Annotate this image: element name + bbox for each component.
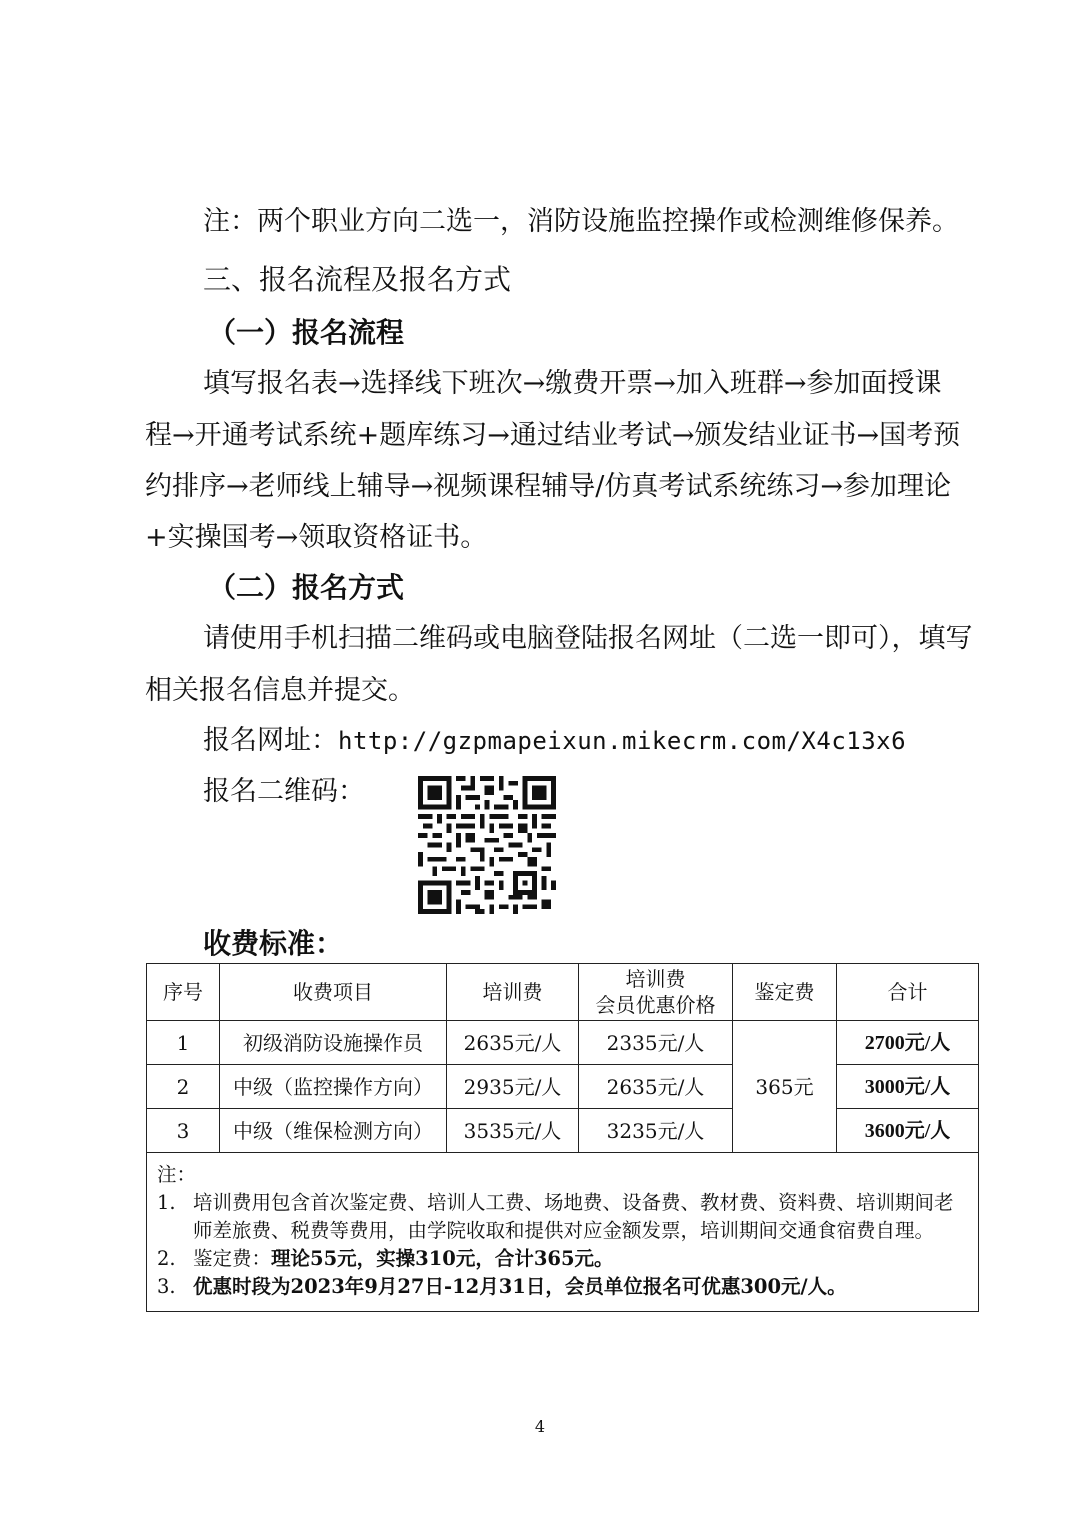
- table-header-row: [147, 964, 979, 1021]
- subsection-2-title: （二）报名方式: [208, 571, 405, 604]
- header-member-line-2: 会员优惠价格: [595, 993, 716, 1017]
- notes-cell: [147, 1153, 979, 1312]
- appraisal-fee-cell: 365元: [733, 1021, 837, 1153]
- table-row: [147, 1109, 979, 1153]
- section-3-title: 三、报名流程及报名方式: [203, 263, 512, 296]
- row-fee: 2635元/人: [447, 1021, 579, 1065]
- note-top: 注：两个职业方向二选一，消防设施监控操作或检测维修保养。: [203, 206, 959, 237]
- row-item: 中级（监控操作方向）: [220, 1065, 447, 1109]
- note-bold-text: 优惠时段为2023年9月27日-12月31日，会员单位报名可优惠300元/人。: [193, 1275, 847, 1298]
- note-number: 1.: [157, 1191, 176, 1214]
- row-no: 3: [147, 1109, 220, 1153]
- row-no: 2: [147, 1065, 220, 1109]
- method-line-1: 请使用手机扫描二维码或电脑登陆报名网址（二选一即可），填写: [203, 623, 973, 654]
- note-item: [157, 1245, 964, 1273]
- header-appraisal: 鉴定费: [733, 964, 837, 1021]
- url-label: 报名网址：: [203, 725, 338, 756]
- note-number: 2.: [157, 1247, 176, 1270]
- note-item: [157, 1189, 964, 1245]
- row-member-price: 2635元/人: [579, 1065, 733, 1109]
- process-line-1: 填写报名表→选择线下班次→缴费开票→加入班群→参加面授课: [203, 368, 942, 399]
- process-line-4: +实操国考→领取资格证书。: [145, 522, 488, 553]
- signup-url-line: [203, 715, 906, 767]
- qr-code-image[interactable]: [418, 776, 556, 914]
- fee-standard-title: 收费标准：: [203, 927, 344, 960]
- note-bold-text: 理论55元，实操310元，合计365元。: [271, 1247, 614, 1270]
- method-line-2: 相关报名信息并提交。: [145, 675, 415, 706]
- fee-table: [146, 963, 979, 1312]
- qr-label: 报名二维码：: [203, 776, 365, 807]
- header-training-fee: 培训费: [447, 964, 579, 1021]
- row-item: 中级（维保检测方向）: [220, 1109, 447, 1153]
- table-row: [147, 1065, 979, 1109]
- page-number: 4: [534, 1417, 546, 1436]
- note-item: [157, 1273, 964, 1301]
- row-total: 3600元/人: [837, 1109, 979, 1153]
- header-total: 合计: [837, 964, 979, 1021]
- note-text: 培训费用包含首次鉴定费、培训人工费、场地费、设备费、教材费、资料费、培训期间老师差旅费、税费等费用，由学院收取和提供对应金额发票，培训期间交通食宿费自理。: [193, 1191, 954, 1242]
- row-fee: 2935元/人: [447, 1065, 579, 1109]
- process-line-2: 程→开通考试系统+题库练习→通过结业考试→颁发结业证书→国考预: [145, 420, 961, 451]
- notes-row: [147, 1153, 979, 1312]
- note-number: 3.: [157, 1275, 176, 1298]
- header-member-line-1: 培训费: [625, 967, 686, 991]
- note-prefix: 鉴定费：: [193, 1247, 272, 1270]
- note-text: [193, 1245, 964, 1273]
- row-total: 2700元/人: [837, 1021, 979, 1065]
- row-item: 初级消防设施操作员: [220, 1021, 447, 1065]
- subsection-1-title: （一）报名流程: [208, 316, 405, 349]
- row-member-price: 3235元/人: [579, 1109, 733, 1153]
- notes-label: 注：: [157, 1163, 197, 1186]
- header-no: 序号: [147, 964, 220, 1021]
- row-member-price: 2335元/人: [579, 1021, 733, 1065]
- row-fee: 3535元/人: [447, 1109, 579, 1153]
- row-total: 3000元/人: [837, 1065, 979, 1109]
- header-item: 收费项目: [220, 964, 447, 1021]
- process-line-3: 约排序→老师线上辅导→视频课程辅导/仿真考试系统练习→参加理论: [145, 471, 951, 502]
- signup-url-link[interactable]: http://gzpmapeixun.mikecrm.com/X4c13x6: [338, 727, 907, 755]
- table-row: [147, 1021, 979, 1065]
- row-no: 1: [147, 1021, 220, 1065]
- header-member-price: [579, 964, 733, 1021]
